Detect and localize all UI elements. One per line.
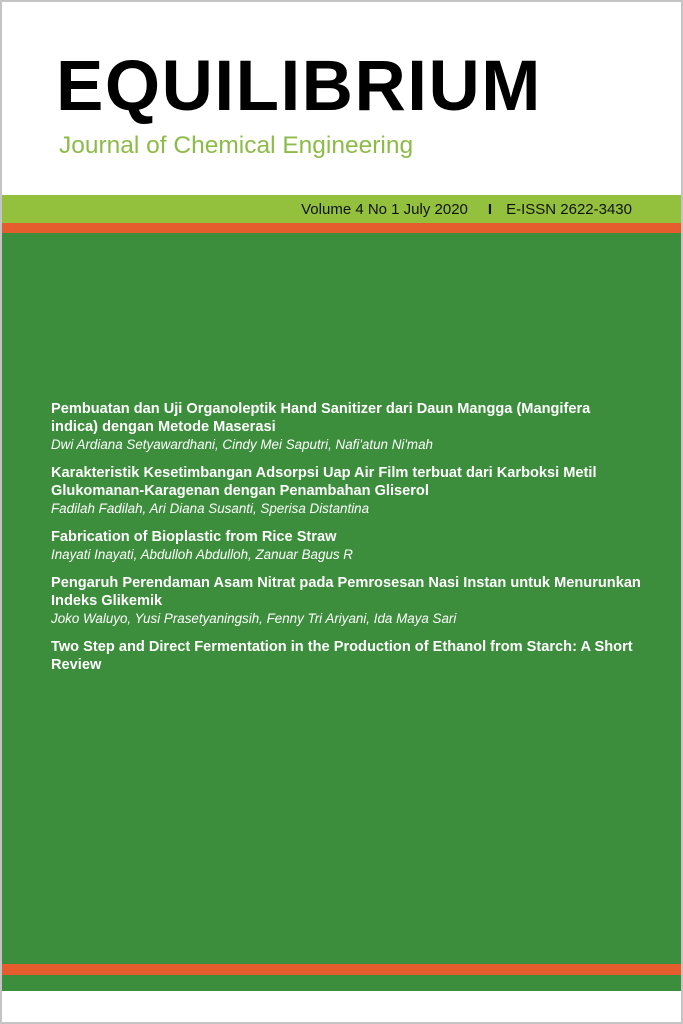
article-item	[51, 638, 641, 674]
article-item	[51, 528, 641, 563]
issue-info	[301, 195, 632, 223]
article-item	[51, 464, 641, 517]
article-title: Pembuatan dan Uji Organoleptik Hand Sanitizer dari Daun Mangga (Mangifera indica) dengan Metode Maserasi	[51, 401, 591, 435]
issn: E-ISSN 2622-3430	[506, 200, 632, 218]
article-authors: Fadilah Fadilah, Ari Diana Susanti, Sperisa Distantina	[51, 501, 370, 516]
article-item	[51, 400, 641, 453]
article-title: Karakteristik Kesetimbangan Adsorpsi Uap Air Film terbuat dari Karboksi Metil Glukomanan-Karagenan dengan Penambahan Gliserol	[51, 465, 597, 499]
issue-info-band	[2, 195, 681, 223]
article-authors: Dwi Ardiana Setyawardhani, Cindy Mei Saputri, Nafi'atun Ni'mah	[51, 437, 433, 452]
journal-subtitle: Journal of Chemical Engineering	[59, 132, 414, 159]
article-authors: Inayati Inayati, Abdulloh Abdulloh, Zanuar Bagus R	[51, 547, 353, 562]
article-item	[51, 574, 641, 627]
info-separator: I	[487, 200, 493, 218]
table-of-contents	[51, 400, 641, 685]
article-title: Pengaruh Perendaman Asam Nitrat pada Pemrosesan Nasi Instan untuk Menurunkan Indeks Glikemik	[51, 575, 641, 609]
orange-stripe-top	[2, 223, 681, 233]
article-title: Two Step and Direct Fermentation in the Production of Ethanol from Starch: A Short Review	[51, 639, 633, 673]
orange-stripe-bottom	[2, 964, 681, 975]
journal-title: EQUILIBRIUM	[56, 47, 542, 126]
article-authors: Joko Waluyo, Yusi Prasetyaningsih, Fenny Tri Ariyani, Ida Maya Sari	[51, 611, 457, 626]
article-title: Fabrication of Bioplastic from Rice Straw	[51, 529, 337, 545]
volume-info: Volume 4 No 1 July 2020	[301, 200, 468, 218]
